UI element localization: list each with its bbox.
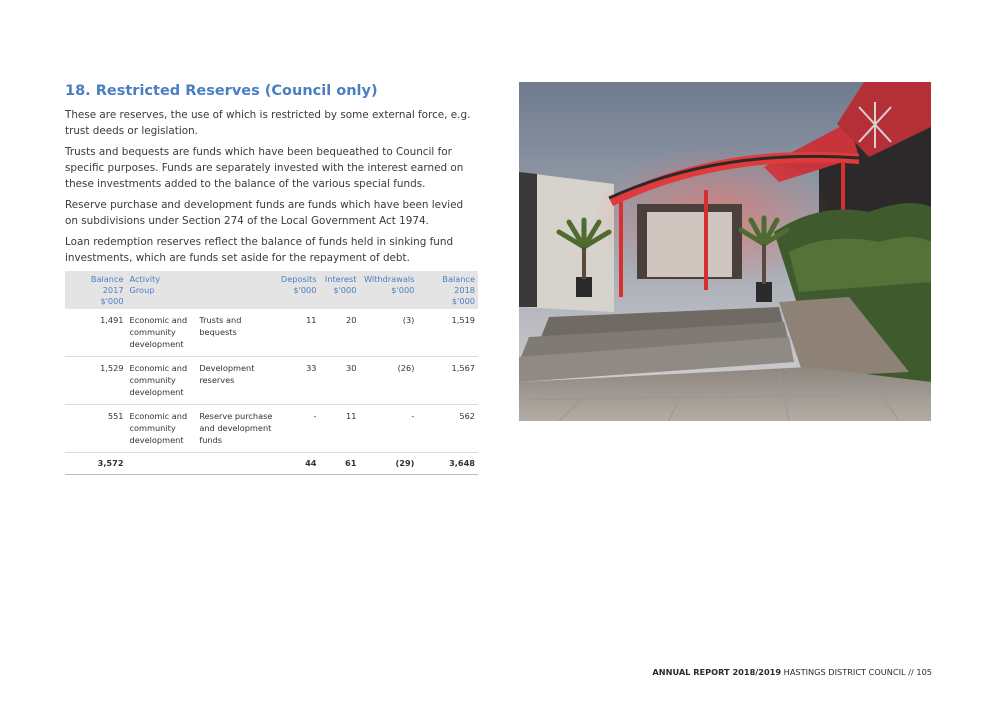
header-balance-2018: Balance 2018 $'000 [417, 271, 478, 309]
section-title: 18. Restricted Reserves (Council only) [65, 83, 378, 99]
canopy-post [619, 202, 623, 297]
deposits-cell: - [278, 405, 320, 453]
intro-paragraph: These are reserves, the use of which is restricted by some external force, e.g. trust deeds or legislation. [65, 109, 471, 137]
total-balance-2017-cell: 3,572 [65, 453, 127, 475]
interest-cell: 11 [319, 405, 359, 453]
reserve-purchase-paragraph: Reserve purchase and development funds are funds which have been levied on subdivisions under Section 274 of the Local Government Act 1974. [65, 199, 464, 227]
balance-2017-cell: 1,491 [65, 309, 127, 357]
balance-2018-cell: 1,567 [417, 357, 478, 405]
reserve-name-cell: Reserve purchase and development funds [196, 405, 278, 453]
balance-2017-cell: 1,529 [65, 357, 127, 405]
total-empty-cell [196, 453, 278, 475]
loan-redemption-paragraph: Loan redemption reserves reflect the balance of funds held in sinking fund investments, which are funds set aside for the repayment of debt. [65, 236, 454, 264]
header-reserve-name [196, 271, 278, 309]
balance-2018-cell: 562 [417, 405, 478, 453]
interest-cell: 30 [319, 357, 359, 405]
footer-report-title: ANNUAL REPORT 2018/2019 [652, 667, 782, 677]
left-dark-panel [519, 172, 537, 307]
total-withdrawals-cell: (29) [359, 453, 417, 475]
activity-group-cell: Economic and community development [127, 405, 197, 453]
total-deposits-cell: 44 [278, 453, 320, 475]
balance-2018-cell: 1,519 [417, 309, 478, 357]
footer-page-number: 105 [916, 667, 932, 677]
footer-council-name: HASTINGS DISTRICT COUNCIL [783, 667, 906, 677]
canopy-post [704, 190, 708, 290]
header-balance-2017: Balance 2017 $'000 [65, 271, 127, 309]
left-column [65, 82, 478, 475]
table-row [65, 405, 478, 453]
restricted-reserves-table [65, 271, 478, 475]
table-row [65, 357, 478, 405]
header-deposits: Deposits $'000 [278, 271, 320, 309]
total-empty-cell [127, 453, 197, 475]
entrance-glass [647, 212, 732, 277]
deposits-cell: 33 [278, 357, 320, 405]
table-total-row [65, 453, 478, 475]
activity-group-cell: Economic and community development [127, 309, 197, 357]
total-interest-cell: 61 [319, 453, 359, 475]
building-entrance-photo [519, 82, 931, 421]
table-row [65, 309, 478, 357]
header-activity-group: Activity Group [127, 271, 197, 309]
reserve-name-cell: Development reserves [196, 357, 278, 405]
balance-2017-cell: 551 [65, 405, 127, 453]
header-interest: Interest $'000 [319, 271, 359, 309]
withdrawals-cell: (3) [359, 309, 417, 357]
building-entrance-illustration [519, 82, 931, 421]
table-header-row [65, 271, 478, 309]
footer-separator: // [908, 667, 914, 677]
total-balance-2018-cell: 3,648 [417, 453, 478, 475]
withdrawals-cell: - [359, 405, 417, 453]
reserve-name-cell: Trusts and bequests [196, 309, 278, 357]
withdrawals-cell: (26) [359, 357, 417, 405]
deposits-cell: 11 [278, 309, 320, 357]
trusts-paragraph: Trusts and bequests are funds which have been bequeathed to Council for specific purposes. Funds are separately invested with the interest earned on these investments added to the balance of the various special funds. [65, 146, 464, 190]
activity-group-cell: Economic and community development [127, 357, 197, 405]
interest-cell: 20 [319, 309, 359, 357]
header-withdrawals: Withdrawals $'000 [359, 271, 417, 309]
page-footer [652, 667, 932, 677]
